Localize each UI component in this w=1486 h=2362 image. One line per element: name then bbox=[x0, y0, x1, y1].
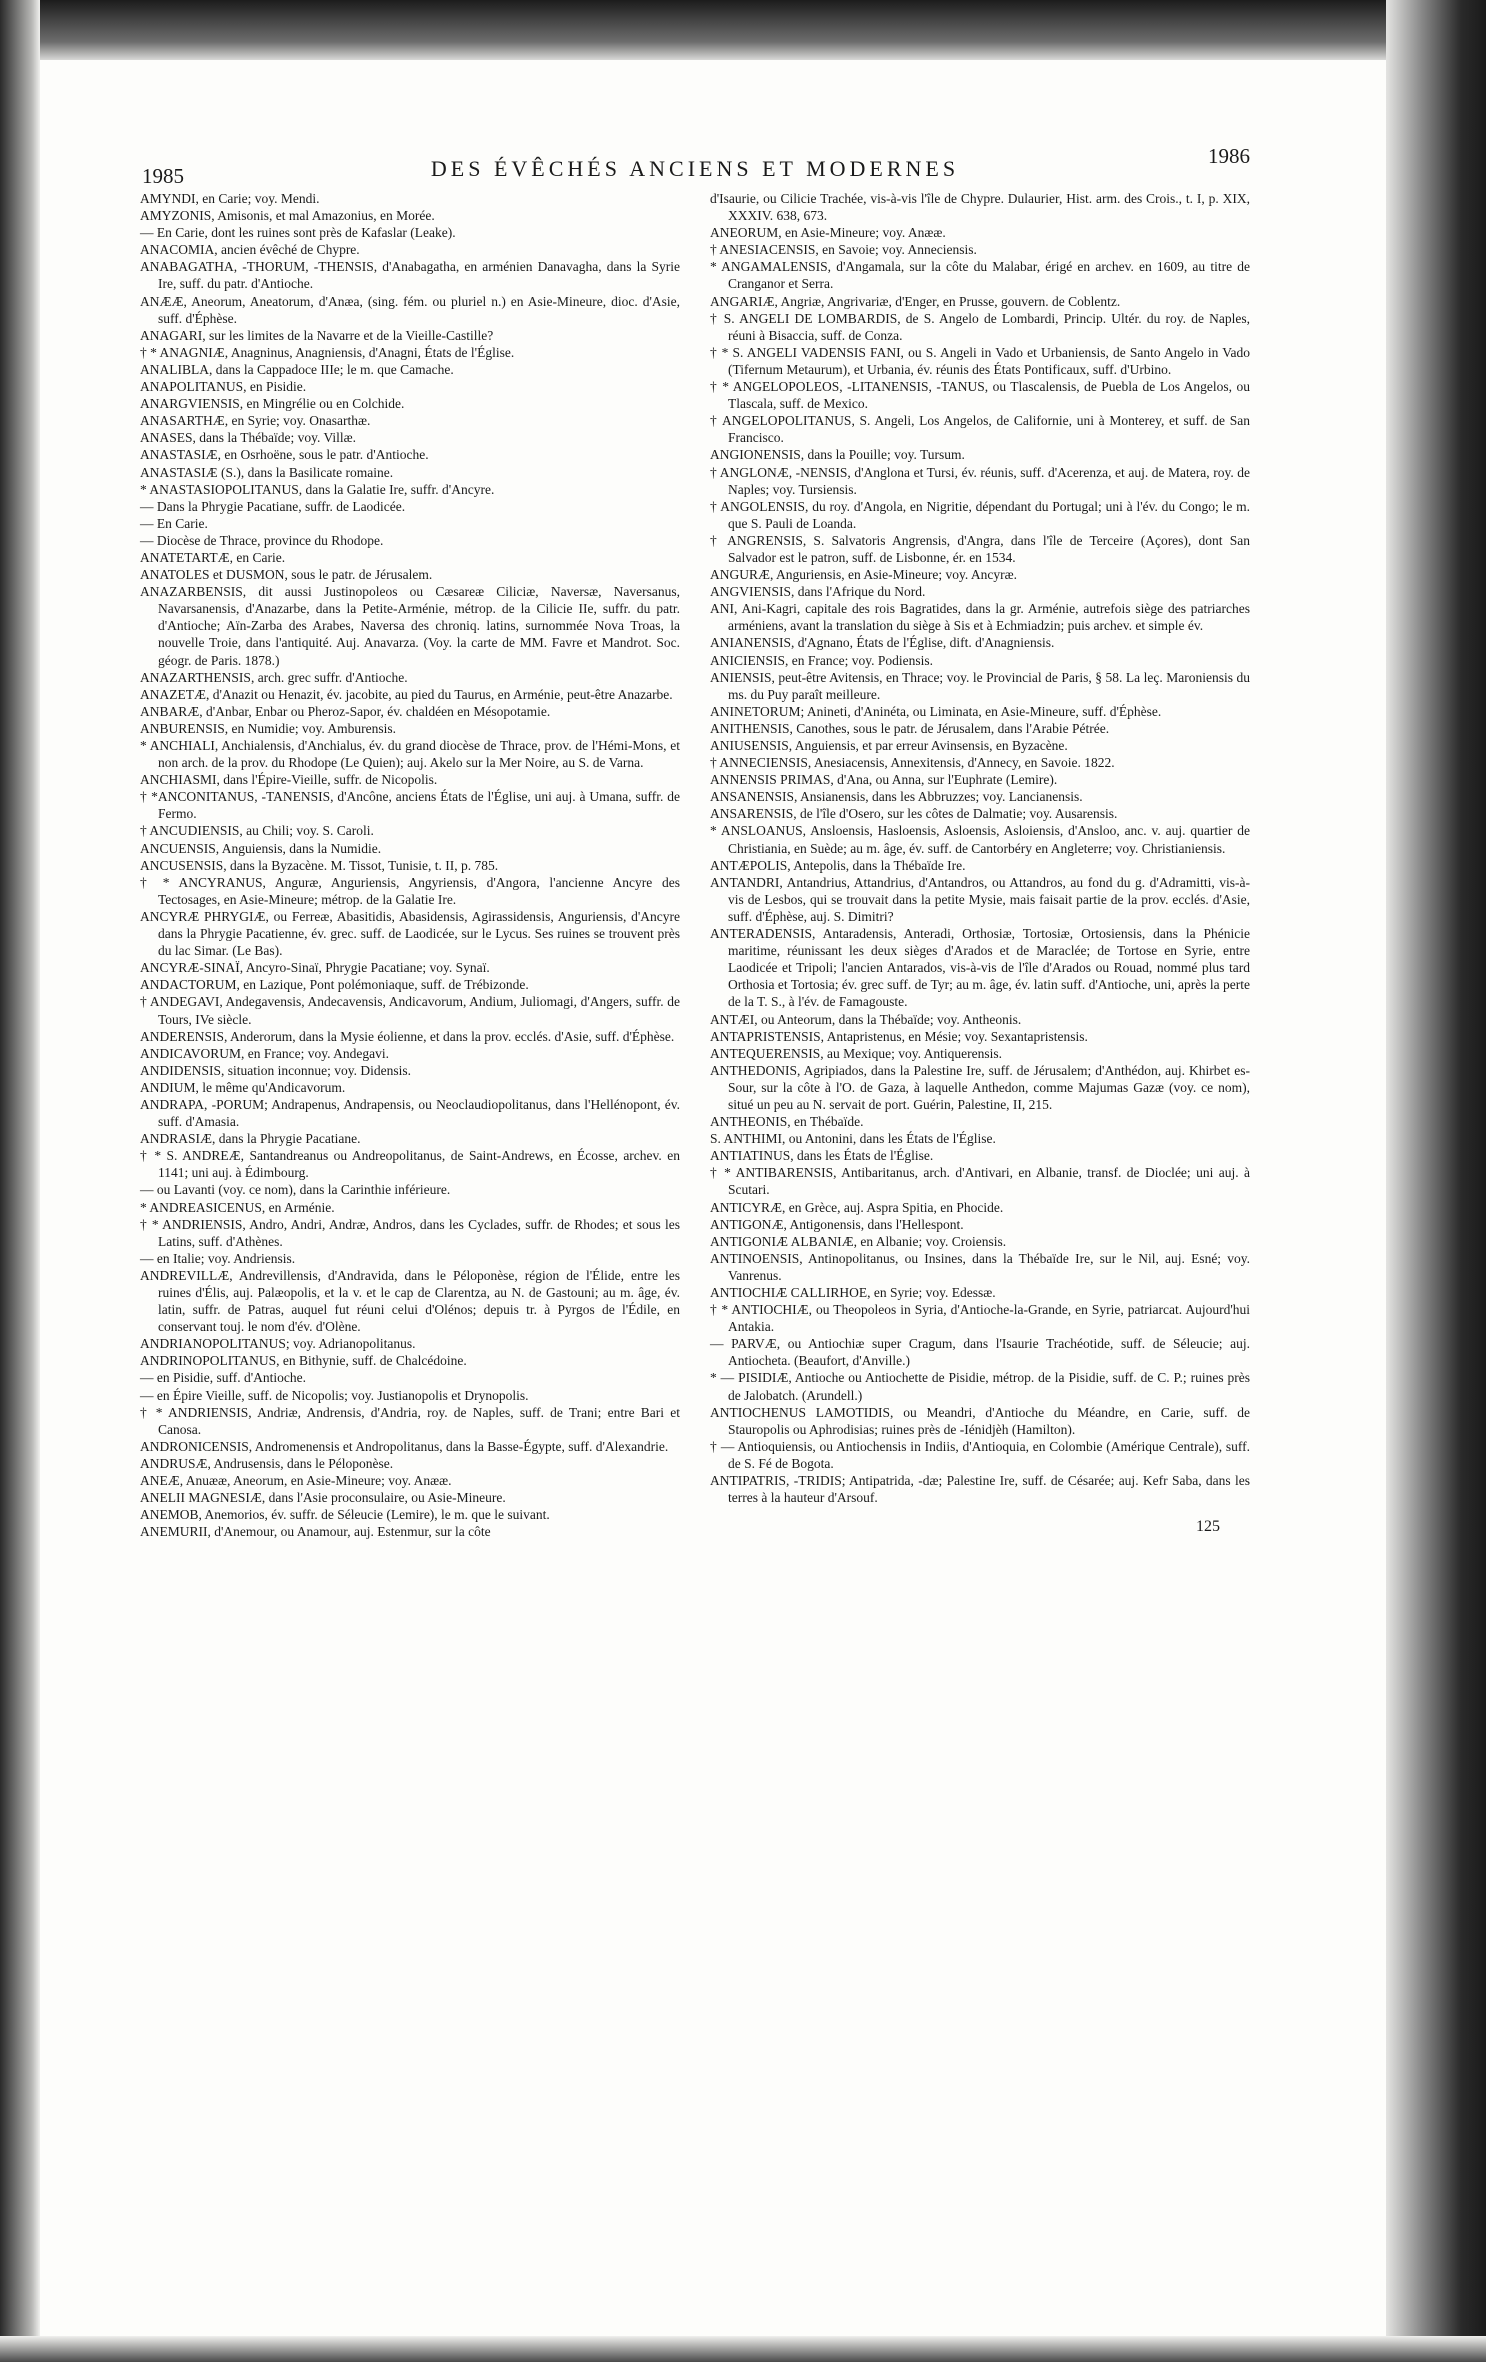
dictionary-entry: — en Épire Vieille, suff. de Nicopolis; voy. Justianopolis et Drynopolis. bbox=[140, 1387, 529, 1403]
running-title: DES ÉVÊCHÉS ANCIENS ET MODERNES bbox=[430, 156, 960, 181]
dictionary-entry: ANDICAVORUM, en France; voy. Andegavi. bbox=[140, 1045, 389, 1061]
dictionary-entry: ANELII MAGNESIÆ, dans l'Asie proconsulaire, ou Asie-Mineure. bbox=[140, 1490, 506, 1506]
dictionary-entry: — ou Lavanti (voy. ce nom), dans la Carinthie inférieure. bbox=[140, 1182, 451, 1198]
dictionary-entry: * — PISIDIÆ, Antioche ou Antiochette de Pisidie, métrop. de la Pisidie, suff. de C. P.; ruines près de Jalobatch. (Arundell.) bbox=[710, 1370, 1250, 1403]
dictionary-entry: ANIANENSIS, d'Agnano, États de l'Église, dift. d'Anagniensis. bbox=[710, 635, 1055, 651]
dictionary-entry: ANEMURII, d'Anemour, ou Anamour, auj. Estenmur, sur la côte bbox=[140, 1524, 491, 1540]
dictionary-entry: ANTIPATRIS, -TRIDIS; Antipatrida, -dæ; Palestine Ire, suff. de Césarée; auj. Kefr Saba, dans les terres à la hauteur d'Arsouf. bbox=[710, 1473, 1250, 1506]
dictionary-entry: * ANDREASICENUS, en Arménie. bbox=[140, 1199, 335, 1215]
dictionary-entry: ANDIUM, le même qu'Andicavorum. bbox=[140, 1079, 346, 1095]
dictionary-entry: * ANSLOANUS, Ansloensis, Hasloensis, Asloensis, Asloiensis, d'Ansloo, anc. v. auj. quartier de Christiania, en Suède; au m. âge, év. suff. de Cantorbéry en Angleterre; voy. Christianiensis. bbox=[710, 823, 1250, 856]
dictionary-entry: ANINETORUM; Anineti, d'Aninéta, ou Liminata, en Asie-Mineure, suff. d'Éphèse. bbox=[710, 703, 1162, 719]
dictionary-entry: † ANNECIENSIS, Anesiacensis, Annexitensis, d'Annecy, en Savoie. 1822. bbox=[710, 755, 1115, 771]
dictionary-entry: ANALIBLA, dans la Cappadoce IIIe; le m. que Camache. bbox=[140, 361, 454, 377]
dictionary-entry: ANTINOENSIS, Antinopolitanus, ou Insines, dans la Thébaïde Ire, sur le Nil, auj. Esné; voy. Vanrenus. bbox=[710, 1250, 1250, 1283]
dictionary-entry: ANNENSIS PRIMAS, d'Ana, ou Anna, sur l'Euphrate (Lemire). bbox=[710, 772, 1058, 788]
dictionary-entry: ANASARTHÆ, en Syrie; voy. Onasarthæ. bbox=[140, 413, 371, 429]
dictionary-entry: † ANESIACENSIS, en Savoie; voy. Anneciensis. bbox=[710, 242, 977, 258]
dictionary-entry: † ANGOLENSIS, du roy. d'Angola, en Nigritie, dépendant du Portugal; uni à l'év. du Congo; le m. que S. Pauli de Loanda. bbox=[710, 498, 1250, 531]
dictionary-entry: ANTHEDONIS, Agripiados, dans la Palestine Ire, suff. de Jérusalem; d'Anthédon, auj. Khirbet es-Sour, sur la côte à l'O. de Gaza, à laquelle Anthedon, comme Majumas Gazæ (voy. ce nom), situé un peu au N. servait de port. Guérin, Palestine, II, 215. bbox=[710, 1062, 1250, 1112]
dictionary-entry: ANDRIANOPOLITANUS; voy. Adrianopolitanus. bbox=[140, 1336, 416, 1352]
dictionary-entry: ANAPOLITANUS, en Pisidie. bbox=[140, 379, 307, 395]
dictionary-entry: ANCYRÆ-SINAÏ, Ancyro-Sinaï, Phrygie Pacatiane; voy. Synaï. bbox=[140, 960, 490, 976]
dictionary-entry: ANASTASIÆ, en Osrhoëne, sous le patr. d'Antioche. bbox=[140, 447, 429, 463]
dictionary-entry: ANTIOCHENUS LAMOTIDIS, ou Meandri, d'Antioche du Méandre, en Carie, suff. de Stauropolis ou Aphrodisias; ruines près de -Iénidjèh (Hamilton). bbox=[710, 1404, 1250, 1437]
dictionary-entry: * ANCHIALI, Anchialensis, d'Anchialus, év. du grand diocèse de Thrace, prov. de l'Hémi-Mons, et non arch. de la prov. du Rhodope (Le Quien); auj. Akelo sur la Mer Noire, au S. de Varna. bbox=[140, 738, 680, 771]
dictionary-entry: ANGVIENSIS, dans l'Afrique du Nord. bbox=[710, 584, 926, 600]
dictionary-entry: † * S. ANDREÆ, Santandreanus ou Andreopolitanus, de Saint-Andrews, en Écosse, archev. en 1141; uni auj. à Édimbourg. bbox=[140, 1148, 680, 1181]
dictionary-entry: ANAZETÆ, d'Anazit ou Henazit, év. jacobite, au pied du Taurus, en Arménie, peut-être Anazarbe. bbox=[140, 686, 673, 702]
dictionary-entry: ANTERADENSIS, Antaradensis, Anteradi, Orthosiæ, Tortosiæ, Ortosiensis, dans la Phénicie maritime, réunissant les deux sièges d'Arados et de Maraclée; de Tortose en Syrie, entre Laodicée et Tripoli; l'ancien Antarados, vis-à-vis de l'île d'Arados ou Rouad, nommé plus tard Orthosia et Tortosia; év. grec suff. de Tyr; au m. âge, év. latin suff. d'Antioche, uni, après la perte de la T. S., à l'év. de Famagouste. bbox=[710, 926, 1250, 1010]
dictionary-entry: ANATOLES et DUSMON, sous le patr. de Jérusalem. bbox=[140, 567, 433, 583]
dictionary-entry: † S. ANGELI DE LOMBARDIS, de S. Angelo de Lombardi, Princip. Ultér. du roy. de Naples, réuni à Bisaccia, suff. de Conza. bbox=[710, 310, 1250, 343]
dictionary-entry: AMYZONIS, Amisonis, et mal Amazonius, en Morée. bbox=[140, 208, 435, 224]
dictionary-entry: ANAZARBENSIS, dit aussi Justinopoleos ou Cæsareæ Ciliciæ, Naversæ, Naversanus, Navarsanensis, d'Anazarbe, dans la Petite-Arménie, métrop. de la Cilicie IIe, suffr. du patr. d'Antioche; Aïn-Zarba des Arabes, Naversa des chroniq. latins, surnommée Nova Troas, la nouvelle Troie, dans l'antiquité. Auj. Anavarza. (Voy. la carte de MM. Favre et Mandrot. Soc. géogr. de Paris. 1878.) bbox=[140, 584, 680, 668]
folio-number: 125 bbox=[1196, 1518, 1220, 1536]
dictionary-entry: ANTIOCHIÆ CALLIRHOE, en Syrie; voy. Edessæ. bbox=[710, 1285, 996, 1300]
dictionary-entry: ANBARÆ, d'Anbar, Enbar ou Pheroz-Sapor, év. chaldéen en Mésopotamie. bbox=[140, 703, 551, 719]
dictionary-entry: ANACOMIA, ancien évêché de Chypre. bbox=[140, 242, 360, 258]
dictionary-entry: ANI, Ani-Kagri, capitale des rois Bagratides, dans la gr. Arménie, autrefois siège des patriarches arméniens, avant la translation du siège à Sis et à Echmiadzin; puis archev. et simple év. bbox=[710, 601, 1250, 634]
scan-top-edge bbox=[0, 0, 1486, 60]
dictionary-entry: † ANGRENSIS, S. Salvatoris Angrensis, d'Angra, dans l'île de Terceire (Açores), dont San Salvador est le patron, suff. de Lisbonne, ér. en 1534. bbox=[710, 532, 1250, 565]
dictionary-entry: ANAGARI, sur les limites de la Navarre et de la Vieille-Castille? bbox=[140, 327, 494, 343]
dictionary-entry: † * ANCYRANUS, Anguræ, Anguriensis, Angyriensis, d'Angora, l'ancienne Ancyre des Tectosages, en Asie-Mineure; métrop. de la Galatie Ire. bbox=[140, 874, 680, 907]
dictionary-entry: — En Carie, dont les ruines sont près de Kafaslar (Leake). bbox=[140, 225, 456, 241]
dictionary-entry: ANTEQUERENSIS, au Mexique; voy. Antiquerensis. bbox=[710, 1045, 1002, 1061]
dictionary-entry: ANTANDRI, Antandrius, Attandrius, d'Antandros, ou Attandros, au fond du g. d'Adramitti, vis-à-vis de Lesbos, qui se trouvait dans la petite Mysie, mais faisait partie de la prov. ecclés. d'Asie, suff. d'Éphèse, auj. S. Dimitri? bbox=[710, 874, 1250, 924]
dictionary-entry: ANDRONICENSIS, Andromenensis et Andropolitanus, dans la Basse-Égypte, suff. d'Alexandrie. bbox=[140, 1438, 669, 1454]
text-columns bbox=[140, 190, 1250, 1540]
dictionary-entry: — Diocèse de Thrace, province du Rhodope. bbox=[140, 532, 384, 548]
dictionary-entry: ANEÆ, Anuææ, Aneorum, en Asie-Mineure; voy. Anææ. bbox=[140, 1473, 452, 1489]
dictionary-entry: ANDERENSIS, Anderorum, dans la Mysie éolienne, et dans la prov. ecclés. d'Asie, suff. d'Éphèse. bbox=[140, 1028, 675, 1044]
dictionary-entry: ANICIENSIS, en France; voy. Podiensis. bbox=[710, 652, 933, 668]
dictionary-entry: ANASTASIÆ (S.), dans la Basilicate romaine. bbox=[140, 464, 394, 480]
dictionary-entry: ANCHIASMI, dans l'Épire-Vieille, suffr. de Nicopolis. bbox=[140, 772, 438, 788]
dictionary-entry: ANASES, dans la Thébaïde; voy. Villæ. bbox=[140, 430, 357, 446]
dictionary-entry: ANEORUM, en Asie-Mineure; voy. Anææ. bbox=[710, 225, 946, 241]
dictionary-entry: ANSARENSIS, de l'île d'Osero, sur les côtes de Dalmatie; voy. Ausarensis. bbox=[710, 806, 1118, 822]
dictionary-entry: ANTÆPOLIS, Antepolis, dans la Thébaïde Ire. bbox=[710, 857, 966, 873]
dictionary-entry: † ANCUDIENSIS, au Chili; voy. S. Caroli. bbox=[140, 823, 374, 839]
dictionary-entry: ANDRUSÆ, Andrusensis, dans le Péloponèse. bbox=[140, 1455, 394, 1471]
dictionary-entry: ANDIDENSIS, situation inconnue; voy. Didensis. bbox=[140, 1062, 411, 1078]
dictionary-entry: ANCUENSIS, Anguiensis, dans la Numidie. bbox=[140, 840, 382, 856]
right-page-number: 1986 bbox=[1208, 144, 1250, 168]
dictionary-entry: ANCYRÆ PHRYGIÆ, ou Ferreæ, Abasitidis, Abasidensis, Agirassidensis, Anguriensis, d'Ancyre dans la Phrygie Pacatienne, év. grec. suff. de Laodicée, sur le Lycus. Ses ruines se trouvent près du lac Simar. (Le Bas). bbox=[140, 908, 680, 959]
dictionary-entry: ANDRAPA, -PORUM; Andrapenus, Andrapensis, ou Neoclaudiopolitanus, dans l'Hellénopont, év. suff. d'Amasia. bbox=[140, 1096, 680, 1130]
dictionary-entry: ANDRINOPOLITANUS, en Bithynie, suff. de Chalcédoine. bbox=[140, 1353, 467, 1369]
dictionary-entry: † — Antioquiensis, ou Antiochensis in Indiis, d'Antioquia, en Colombie (Amérique Centrale), suff. de S. Fé de Bogota. bbox=[710, 1438, 1250, 1471]
dictionary-entry: ANITHENSIS, Canothes, sous le patr. de Jérusalem, dans l'Arabie Pétrée. bbox=[710, 720, 1110, 736]
right-column-entries bbox=[710, 190, 1250, 1506]
dictionary-entry: † ANDEGAVI, Andegavensis, Andecavensis, Andicavorum, Andium, Juliomagi, d'Angers, suffr. de Tours, IVe siècle. bbox=[140, 994, 680, 1027]
dictionary-entry: † * ANDRIENSIS, Andriæ, Andrensis, d'Andria, roy. de Naples, suff. de Trani; entre Bari et Canosa. bbox=[140, 1404, 680, 1437]
dictionary-entry: — En Carie. bbox=[140, 515, 208, 531]
dictionary-entry: ANÆÆ, Aneorum, Aneatorum, d'Anæa, (sing. fém. ou pluriel n.) en Asie-Mineure, dioc. d'Asie, suff. d'Éphèse. bbox=[140, 293, 680, 326]
left-column bbox=[140, 190, 680, 1540]
dictionary-entry: ANTICYRÆ, en Grèce, auj. Aspra Spitia, en Phocide. bbox=[710, 1199, 1004, 1215]
dictionary-entry: ANIENSIS, peut-être Avitensis, en Thrace; voy. le Provincial de Paris, § 58. La leç. Maroniensis du ms. du Puy paraît meilleure. bbox=[710, 669, 1250, 702]
document-page bbox=[140, 140, 1250, 1540]
running-head bbox=[140, 140, 1250, 188]
dictionary-entry: † * ANGELOPOLEOS, -LITANENSIS, -TANUS, ou Tlascalensis, de Puebla de Los Angelos, ou Tlascala, suff. de Mexico. bbox=[710, 379, 1250, 412]
dictionary-entry: ANCUSENSIS, dans la Byzacène. M. Tissot, Tunisie, t. II, p. 785. bbox=[140, 857, 499, 873]
dictionary-entry: ANTIATINUS, dans les États de l'Église. bbox=[710, 1148, 934, 1164]
dictionary-entry: S. ANTHIMI, ou Antonini, dans les États de l'Église. bbox=[710, 1131, 996, 1147]
dictionary-entry: d'Isaurie, ou Cilicie Trachée, vis-à-vis l'île de Chypre. Dulaurier, Hist. arm. des Crois., t. I, p. XIX, XXXIV. 638, 673. bbox=[710, 191, 1250, 224]
dictionary-entry: ANDRASIÆ, dans la Phrygie Pacatiane. bbox=[140, 1131, 361, 1147]
dictionary-entry: ANTIGONÆ, Antigonensis, dans l'Hellespont. bbox=[710, 1216, 964, 1232]
dictionary-entry: ANTAPRISTENSIS, Antapristenus, en Mésie; voy. Sexantapristensis. bbox=[710, 1028, 1088, 1044]
dictionary-entry: ANEMOB, Anemorios, év. suffr. de Séleucie (Lemire), le m. que le suivant. bbox=[140, 1507, 550, 1523]
dictionary-entry: ANARGVIENSIS, en Mingrélie ou en Colchide. bbox=[140, 396, 405, 412]
dictionary-entry: ANGURÆ, Anguriensis, en Asie-Mineure; voy. Ancyræ. bbox=[710, 567, 1017, 583]
left-page-number: 1985 bbox=[142, 164, 184, 188]
dictionary-entry: AMYNDI, en Carie; voy. Mendi. bbox=[140, 191, 320, 206]
scan-right-edge bbox=[1386, 0, 1486, 2362]
scan-left-edge bbox=[0, 0, 40, 2362]
dictionary-entry: † ANGELOPOLITANUS, S. Angeli, Los Angelos, de Californie, uni à Monterey, et suff. de San Francisco. bbox=[710, 413, 1250, 446]
dictionary-entry: ANTÆI, ou Anteorum, dans la Thébaïde; voy. Antheonis. bbox=[710, 1011, 1022, 1027]
dictionary-entry: † *ANCONITANUS, -TANENSIS, d'Ancône, anciens États de l'Église, uni auj. à Umana, suffr. de Fermo. bbox=[140, 789, 680, 822]
dictionary-entry: † * ANTIOCHIÆ, ou Theopoleos in Syria, d'Antioche-la-Grande, en Syrie, patriarcat. Aujourd'hui Antakia. bbox=[710, 1302, 1250, 1335]
dictionary-entry: † ANGLONÆ, -NENSIS, d'Anglona et Tursi, év. réunis, suff. d'Acerenza, et auj. de Matera, roy. de Naples; voy. Tursiensis. bbox=[710, 464, 1250, 497]
dictionary-entry: ANBURENSIS, en Numidie; voy. Amburensis. bbox=[140, 720, 396, 736]
scan-bottom-edge bbox=[0, 2336, 1486, 2362]
dictionary-entry: ANATETARTÆ, en Carie. bbox=[140, 549, 286, 565]
right-column bbox=[710, 190, 1250, 1540]
dictionary-entry: ANTHEONIS, en Thébaïde. bbox=[710, 1114, 864, 1130]
dictionary-entry: † * S. ANGELI VADENSIS FANI, ou S. Angeli in Vado et Urbaniensis, de Santo Angelo in Vado (Tifernum Metaurum), et Urbania, év. réunis des États Pontificaux, suff. d'Urbino. bbox=[710, 344, 1250, 377]
dictionary-entry: † * ANTIBARENSIS, Antibaritanus, arch. d'Antivari, en Albanie, transf. de Dioclée; uni auj. à Scutari. bbox=[710, 1165, 1250, 1198]
dictionary-entry: * ANGAMALENSIS, d'Angamala, sur la côte du Malabar, érigé en archev. en 1609, au titre de Cranganor et Serra. bbox=[710, 259, 1250, 292]
dictionary-entry: ANABAGATHA, -THORUM, -THENSIS, d'Anabagatha, en arménien Danavagha, dans la Syrie Ire, suff. du patr. d'Antioche. bbox=[140, 259, 680, 292]
dictionary-entry: ANTIGONIÆ ALBANIÆ, en Albanie; voy. Croiensis. bbox=[710, 1233, 1007, 1249]
dictionary-entry: ANSANENSIS, Ansianensis, dans les Abbruzzes; voy. Lancianensis. bbox=[710, 789, 1083, 805]
dictionary-entry: ANGIONENSIS, dans la Pouille; voy. Tursum. bbox=[710, 447, 965, 463]
dictionary-entry: † * ANAGNIÆ, Anagninus, Anagniensis, d'Anagni, États de l'Église. bbox=[140, 344, 515, 360]
dictionary-entry: ANAZARTHENSIS, arch. grec suffr. d'Antioche. bbox=[140, 669, 408, 685]
dictionary-entry: † * ANDRIENSIS, Andro, Andri, Andræ, Andros, dans les Cyclades, suffr. de Rhodes; et sous les Latins, suff. d'Athènes. bbox=[140, 1216, 680, 1249]
dictionary-entry: ANDACTORUM, en Lazique, Pont polémoniaque, suff. de Trébizonde. bbox=[140, 977, 529, 993]
dictionary-entry: — en Pisidie, suff. d'Antioche. bbox=[140, 1370, 307, 1386]
dictionary-entry: — PARVÆ, ou Antiochiæ super Cragum, dans l'Isaurie Trachéotide, suff. de Séleucie; auj. Antiocheta. (Beaufort, d'Anville.) bbox=[710, 1336, 1250, 1369]
dictionary-entry: ANIUSENSIS, Anguiensis, et par erreur Avinsensis, en Byzacène. bbox=[710, 738, 1068, 753]
dictionary-entry: ANGARIÆ, Angriæ, Angrivariæ, d'Enger, en Prusse, gouvern. de Coblentz. bbox=[710, 293, 1121, 309]
dictionary-entry: ANDREVILLÆ, Andrevillensis, d'Andravida, dans le Péloponèse, région de l'Élide, entre les ruines d'Élis, auj. Palæopolis, et la v. et le cap de Clarentza, au N. de Gastouni; au m. âge, év. latin, suffr. de Patras, auquel fut réuni celui d'Olénos; depuis tr. à Pyrgos de l'Édile, en conservant touj. le nom d'év. d'Olène. bbox=[140, 1267, 680, 1335]
dictionary-entry: * ANASTASIOPOLITANUS, dans la Galatie Ire, suffr. d'Ancyre. bbox=[140, 481, 495, 497]
dictionary-entry: — Dans la Phrygie Pacatiane, suffr. de Laodicée. bbox=[140, 498, 406, 514]
dictionary-entry: — en Italie; voy. Andriensis. bbox=[140, 1250, 296, 1266]
